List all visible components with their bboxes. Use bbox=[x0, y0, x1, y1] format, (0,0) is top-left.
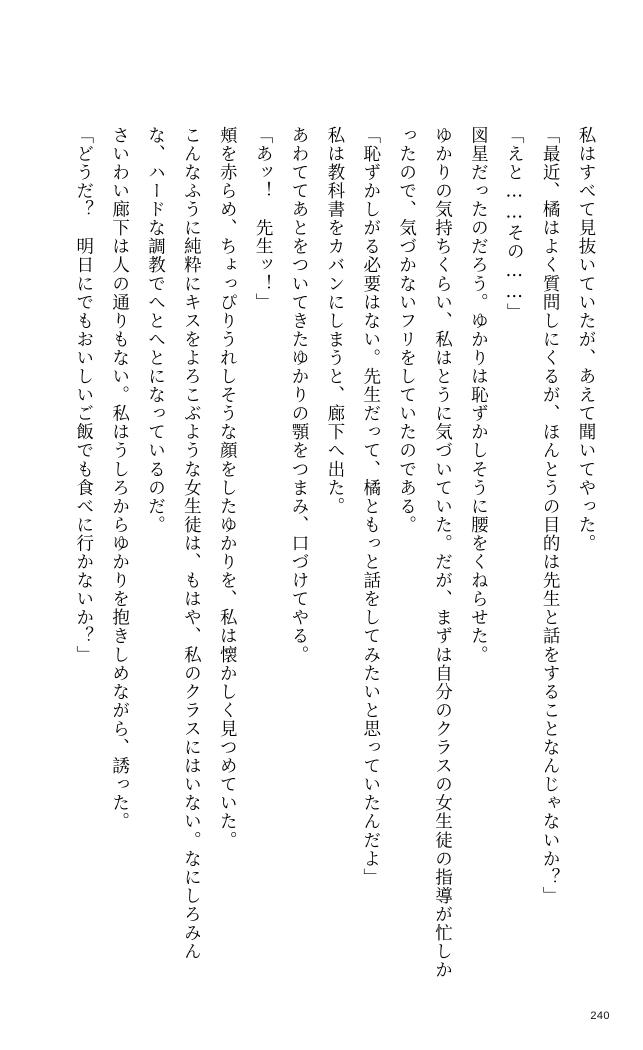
paragraph: 「最近、橘はよく質問しにくるが、ほんとうの目的は先生と話をすることなんじゃないか？」 bbox=[540, 126, 561, 906]
paragraph: 私はすべて見抜いていたが、あえて聞いてやった。 bbox=[576, 126, 596, 553]
paragraph: さいわい廊下は人の通りもない。私はうしろからゆかりを抱きしめながら、誘った。 bbox=[109, 126, 130, 831]
paragraph: こんなふうに純粋にキスをよろこぶような女生徒は、もはや、私のクラスにはいない。なにしろみんな、ハードな調教でへとへとになっているのだ。 bbox=[145, 126, 202, 961]
paragraph: 「えと……その……」 bbox=[504, 126, 525, 322]
paragraph: 私は教科書をカバンにしまうと、廊下へ出た。 bbox=[324, 126, 345, 516]
paragraph: 「あッ！ 先生ッ！」 bbox=[253, 126, 274, 312]
page-text-body bbox=[70, 126, 603, 986]
paragraph: 「どうだ？ 明日にでもおいしいご飯でも食べに行かないか？」 bbox=[73, 126, 94, 664]
paragraph: 図星だったのだろう。ゆかりは恥ずかしそうに腰をくねらせた。 bbox=[468, 126, 489, 664]
paragraph: 「恥ずかしがる必要はない。先生だって、橘ともっと話をしてみたいと思っていたんだよ」 bbox=[360, 126, 381, 887]
page-number: 240 bbox=[590, 1010, 610, 1022]
paragraph: ゆかりの気持ちくらい、私はとうに気づいていた。だが、まずは自分のクラスの女生徒の指導が忙しかったので、気づかないフリをしていたのである。 bbox=[396, 126, 453, 980]
paragraph: 頬を赤らめ、ちょっぴりうれしそうな顔をしたゆかりを、私は懐かしく見つめていた。 bbox=[217, 126, 238, 850]
paragraph: あわててあとをついてきたゆかりの顎をつまみ、口づけてやる。 bbox=[289, 126, 309, 664]
